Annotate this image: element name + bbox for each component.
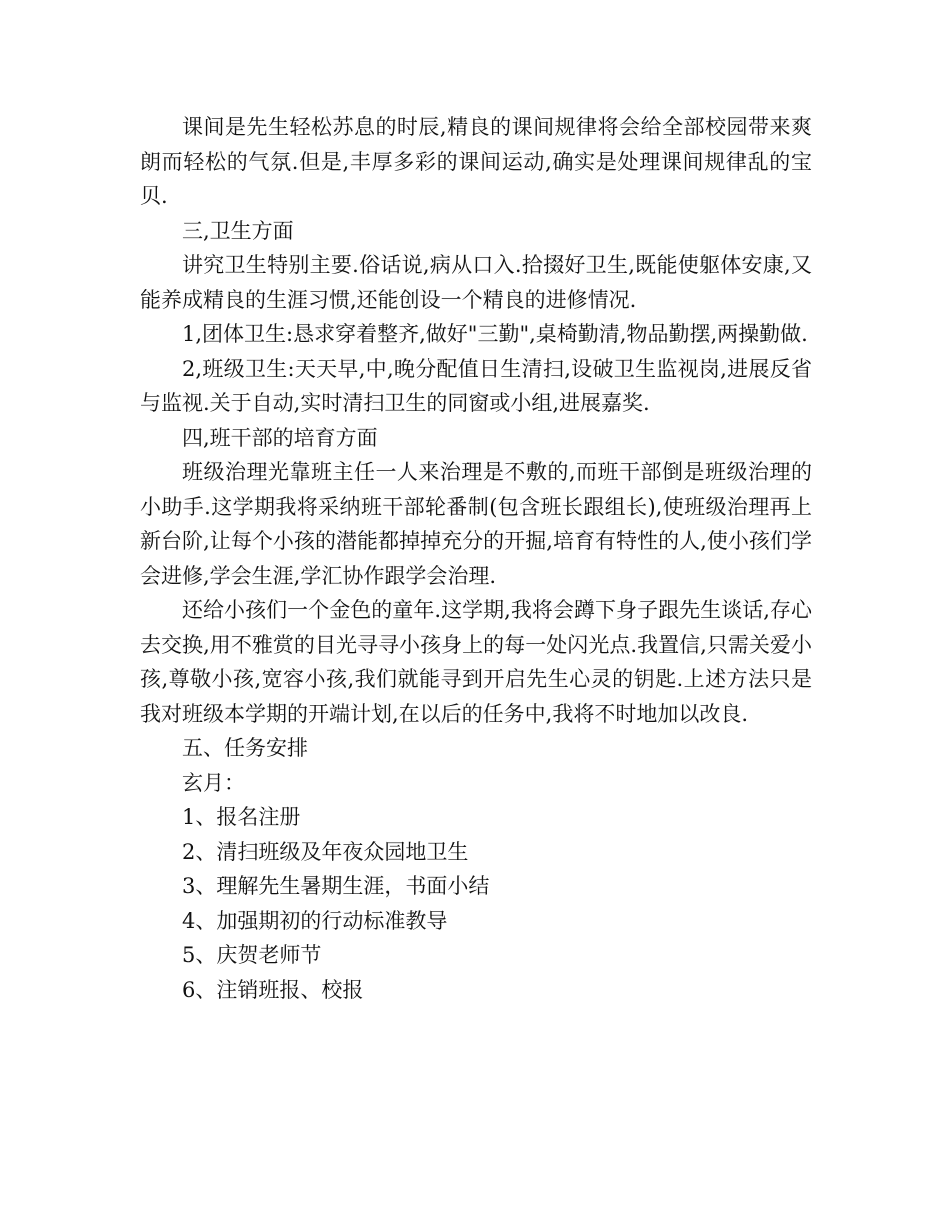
section-heading-class-cadre: 四,班干部的培育方面 — [182, 425, 378, 450]
paragraph-personal-hygiene: 1,团体卫生:恳求穿着整齐,做好"三勤",桌椅勤清,物品勤摆,两操勤做. — [182, 322, 808, 346]
section-heading-hygiene: 三,卫生方面 — [182, 218, 294, 243]
list-item: 1、报名注册 — [182, 805, 301, 829]
list-item: 4、加强期初的行动标准教导 — [182, 908, 448, 933]
list-item: 2、清扫班级及年夜众园地卫生 — [182, 839, 469, 864]
paragraph-class-hygiene: 2,班级卫生:天天早,中,晚分配值日生清扫,设破卫生监视岗,进展反省与监视.关于自动,实时清扫卫生的同窗或小组,进展嘉奖. — [140, 356, 812, 415]
section-heading-task-arrangement: 五、任务安排 — [182, 736, 308, 760]
paragraph-class-cadre: 班级治理光靠班主任一人来治理是不敷的,而班干部倒是班级治理的小助手.这学期我将采纳班干部轮番制(包含班长跟组长),使班级治理再上新台阶,让每个小孩的潜能都掉掉充分的开掘,培育有特性的人,使小孩们学会进修,学会生涯,学汇协作跟学会治理. — [140, 460, 812, 588]
list-item: 6、注销班报、校报 — [182, 977, 364, 1002]
paragraph-hygiene-intro: 讲究卫生特别主要.俗话说,病从口入.拾掇好卫生,既能使躯体安康,又能养成精良的生涯习惯,还能创设一个精良的进修情况. — [140, 253, 812, 312]
list-item: 5、庆贺老师节 — [182, 943, 322, 967]
paragraph-break-discipline: 课间是先生轻松苏息的时辰,精良的课间规律将会给全部校园带来爽朗而轻松的气氛.但是,丰厚多彩的课间运动,确实是处理课间规律乱的宝贝. — [140, 115, 812, 208]
paragraph-golden-childhood: 还给小孩们一个金色的童年.这学期,我将会蹲下身子跟先生谈话,存心去交换,用不雅赏的目光寻寻小孩身上的每一处闪光点.我置信,只需关爱小孩,尊敬小孩,宽容小孩,我们就能寻到开启先生心灵的钥匙.上述方法只是我对班级本学期的开端计划,在以后的任务中,我将不时地加以改良. — [140, 598, 812, 726]
document-body — [140, 110, 812, 1007]
list-item: 3、理解先生暑期生涯，书面小结 — [182, 874, 490, 898]
month-heading: 玄月： — [182, 770, 245, 795]
